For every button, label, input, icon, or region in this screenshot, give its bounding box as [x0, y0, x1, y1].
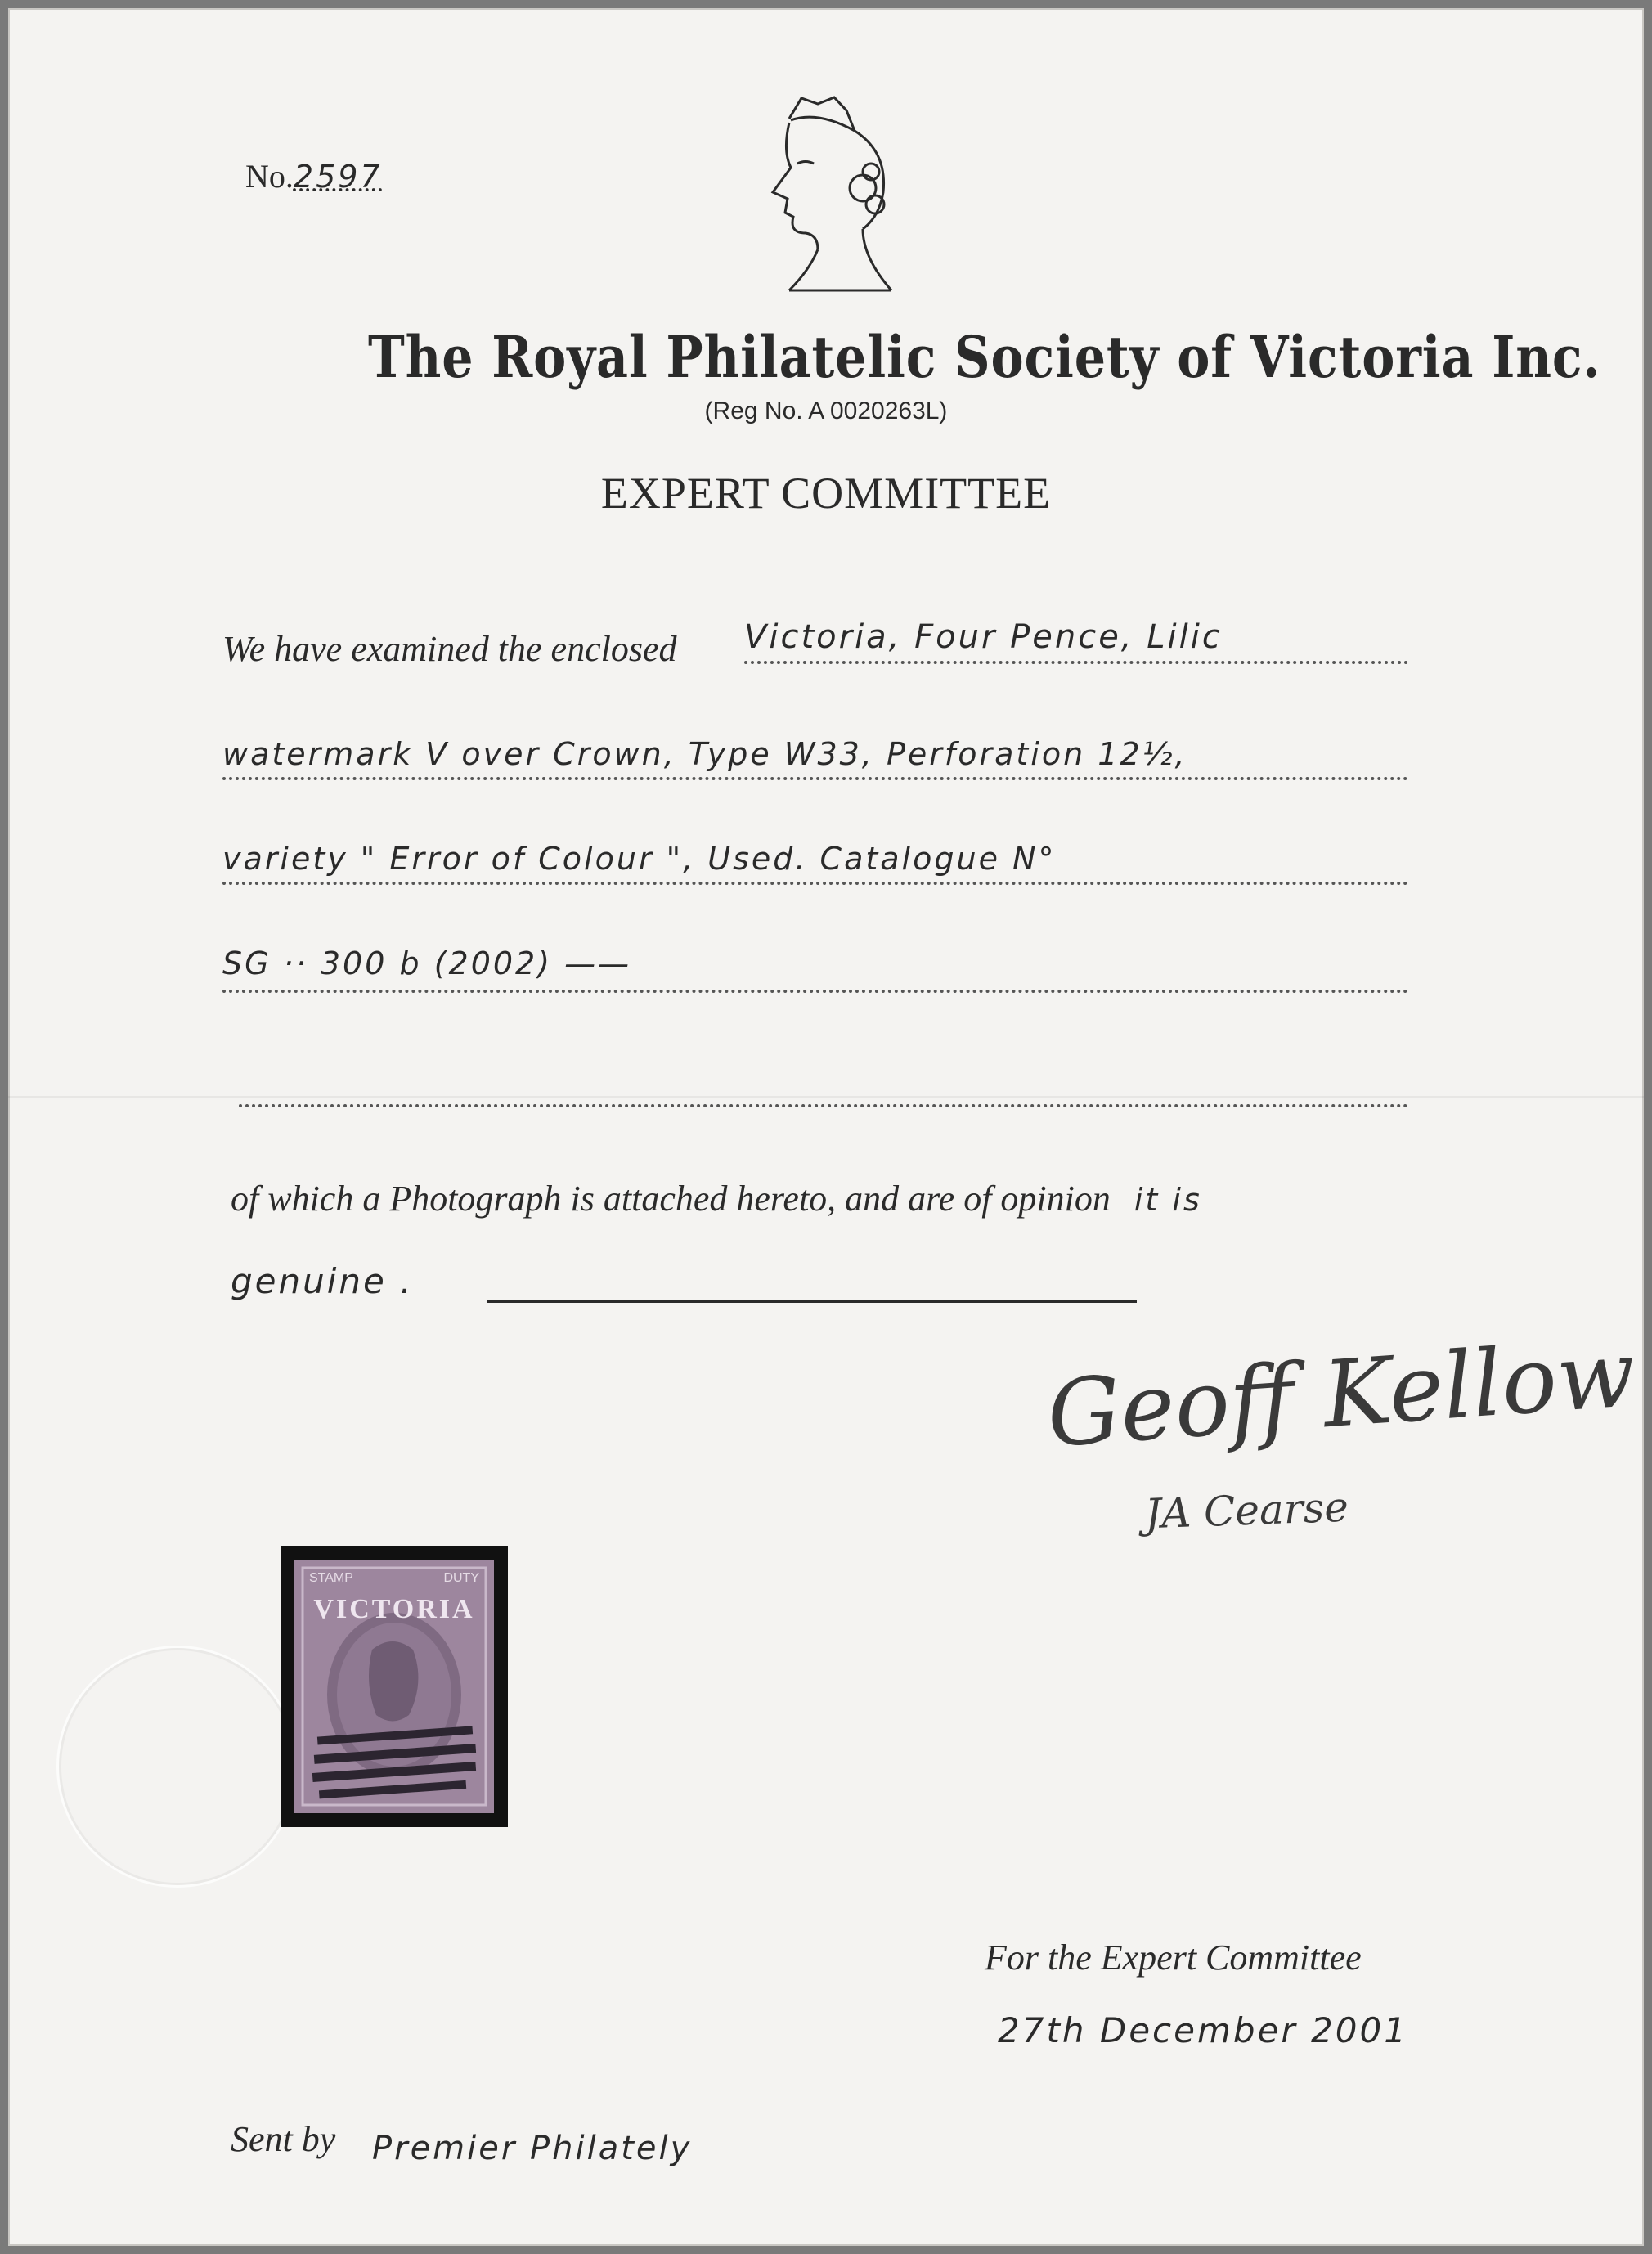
committee-heading: EXPERT COMMITTEE: [600, 469, 1052, 518]
dotted-line-5: [239, 1104, 1408, 1107]
opinion-handwritten: it is: [1134, 1182, 1202, 1218]
paper-fold-line: [8, 1096, 1644, 1098]
certificate-number: [245, 157, 383, 195]
stamp-photograph: [281, 1546, 508, 1827]
signature-1: Geoff Kellow: [1044, 1321, 1639, 1468]
certificate-date: 27th December 2001: [998, 2010, 1408, 2050]
sent-by-value: Premier Philately: [372, 2130, 693, 2167]
stamp-country: VICTORIA: [313, 1594, 475, 1624]
body-lead-in: We have examined the enclosed: [222, 629, 677, 669]
certificate-sheet: [8, 8, 1644, 2246]
opinion-lead: of which a Photograph is attached hereto, and are of opinion: [231, 1179, 1111, 1219]
society-name: The Royal Philatelic Society of Victoria Inc.: [368, 323, 1601, 391]
signature-2: JA Cearse: [1144, 1483, 1349, 1538]
body-line-3: variety " Error of Colour ", Used. Catalogue N°: [222, 841, 1057, 877]
dotted-line-1: [744, 661, 1408, 664]
opinion-text: [231, 1178, 1202, 1219]
registration-number: (Reg No. A 0020263L): [704, 397, 948, 424]
certificate-number-prefix: No.: [245, 158, 294, 195]
embossed-seal-icon: [59, 1648, 296, 1885]
dotted-line-3: [222, 882, 1408, 885]
body-line-1: Victoria, Four Pence, Lilic: [744, 618, 1223, 656]
stamp-label-right: DUTY: [443, 1571, 479, 1585]
dotted-line-4: [222, 990, 1408, 993]
certificate-number-value: 2597: [293, 159, 383, 195]
body-line-2: watermark V over Crown, Type W33, Perforation 12½,: [222, 736, 1187, 772]
sent-by-label: Sent by: [231, 2119, 336, 2159]
verdict: genuine .: [231, 1261, 414, 1301]
body-line-4: SG ·· 300 b (2002) ——: [222, 945, 632, 981]
stamp: [294, 1560, 494, 1813]
dotted-line-2: [222, 777, 1408, 780]
verdict-underline: [487, 1300, 1137, 1303]
stamp-label-left: STAMP: [309, 1571, 353, 1585]
for-committee: For the Expert Committee: [985, 1937, 1362, 1978]
queen-victoria-emblem-icon: [740, 94, 920, 299]
